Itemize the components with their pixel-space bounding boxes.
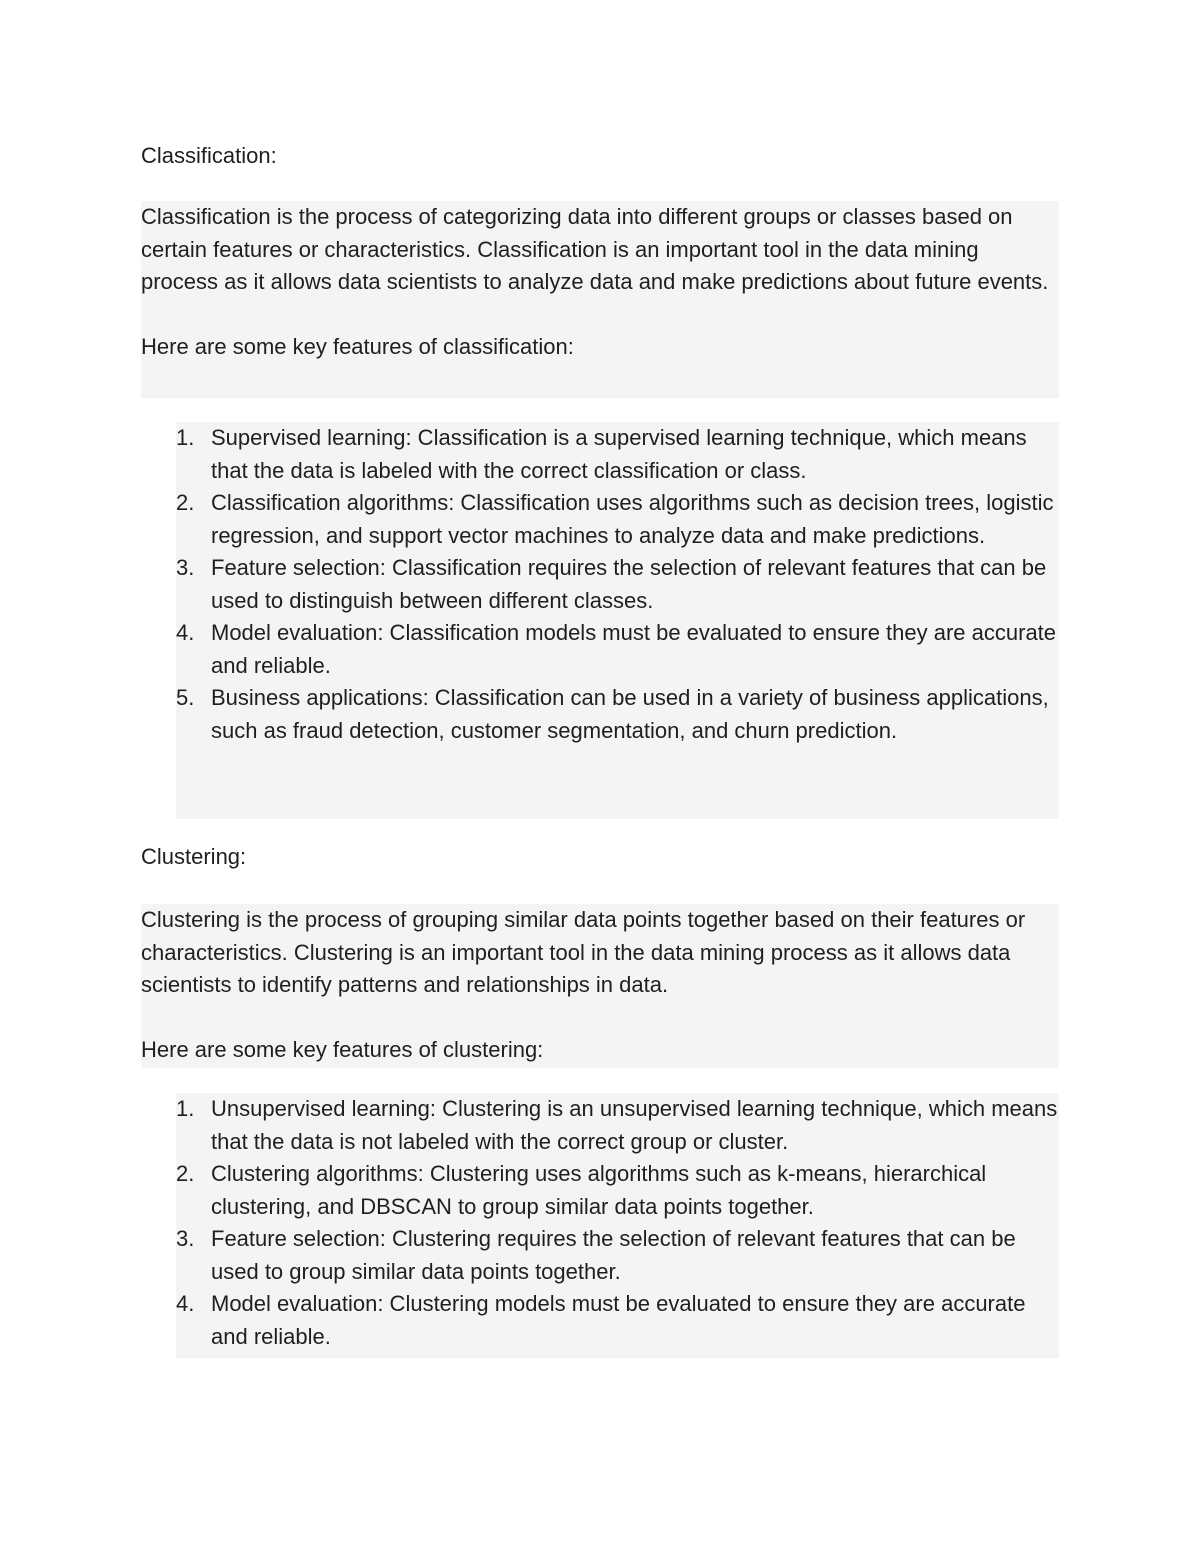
list-item (176, 1158, 1059, 1223)
list-item (176, 487, 1059, 552)
clustering-features-block (176, 1093, 1059, 1358)
classification-features-block (176, 422, 1059, 819)
clustering-heading: Clustering: (141, 844, 247, 869)
list-item (176, 422, 1059, 487)
classification-intro-block (141, 201, 1059, 398)
list-item-number: 1. (176, 425, 195, 450)
classification-heading: Classification: (141, 143, 277, 168)
list-item-text: Model evaluation: Classification models must be evaluated to ensure they are accurate and reliable. (211, 620, 1057, 678)
clustering-features-list (176, 1093, 1059, 1353)
list-item-text: Feature selection: Classification requires the selection of relevant features that can be used to distinguish between different classes. (211, 555, 1047, 613)
list-item (176, 1288, 1059, 1353)
clustering-intro-paragraph: Clustering is the process of grouping similar data points together based on their features or characteristics. Clustering is an important tool in the data mining process as it allows data scientists to identify patterns and relationships in data. (141, 907, 1026, 997)
list-item (176, 552, 1059, 617)
list-item-text: Unsupervised learning: Clustering is an unsupervised learning technique, which means that the data is not labeled with the correct group or cluster. (211, 1096, 1058, 1154)
classification-lead-paragraph: Here are some key features of classification: (141, 334, 574, 359)
list-item-number: 1. (176, 1096, 195, 1121)
list-item-number: 3. (176, 1226, 195, 1251)
list-item (176, 682, 1059, 747)
list-item-text: Feature selection: Clustering requires the selection of relevant features that can be used to group similar data points together. (211, 1226, 1016, 1284)
clustering-lead-paragraph: Here are some key features of clustering: (141, 1037, 544, 1062)
clustering-intro-block (141, 904, 1059, 1068)
list-item-text: Model evaluation: Clustering models must be evaluated to ensure they are accurate and reliable. (211, 1291, 1026, 1349)
list-item-text: Business applications: Classification can be used in a variety of business applications, such as fraud detection, customer segmentation, and churn prediction. (211, 685, 1049, 743)
list-item-text: Classification algorithms: Classification uses algorithms such as decision trees, logistic regression, and support vector machines to analyze data and make predictions. (211, 490, 1054, 548)
list-item-number: 5. (176, 685, 195, 710)
list-item-text: Clustering algorithms: Clustering uses algorithms such as k-means, hierarchical clustering, and DBSCAN to group similar data points together. (211, 1161, 987, 1219)
list-item-number: 4. (176, 1291, 195, 1316)
list-item (176, 1093, 1059, 1158)
list-item (176, 617, 1059, 682)
list-item-number: 4. (176, 620, 195, 645)
list-item-text: Supervised learning: Classification is a supervised learning technique, which means that the data is labeled with the correct classification or class. (211, 425, 1027, 483)
list-item-number: 3. (176, 555, 195, 580)
classification-features-list (176, 422, 1059, 747)
classification-intro-paragraph: Classification is the process of categorizing data into different groups or classes based on certain features or characteristics. Classification is an important tool in the data mining process as it allows data scientists to analyze data and make predictions about future events. (141, 204, 1049, 294)
list-item-number: 2. (176, 490, 195, 515)
list-item-number: 2. (176, 1161, 195, 1186)
list-item (176, 1223, 1059, 1288)
